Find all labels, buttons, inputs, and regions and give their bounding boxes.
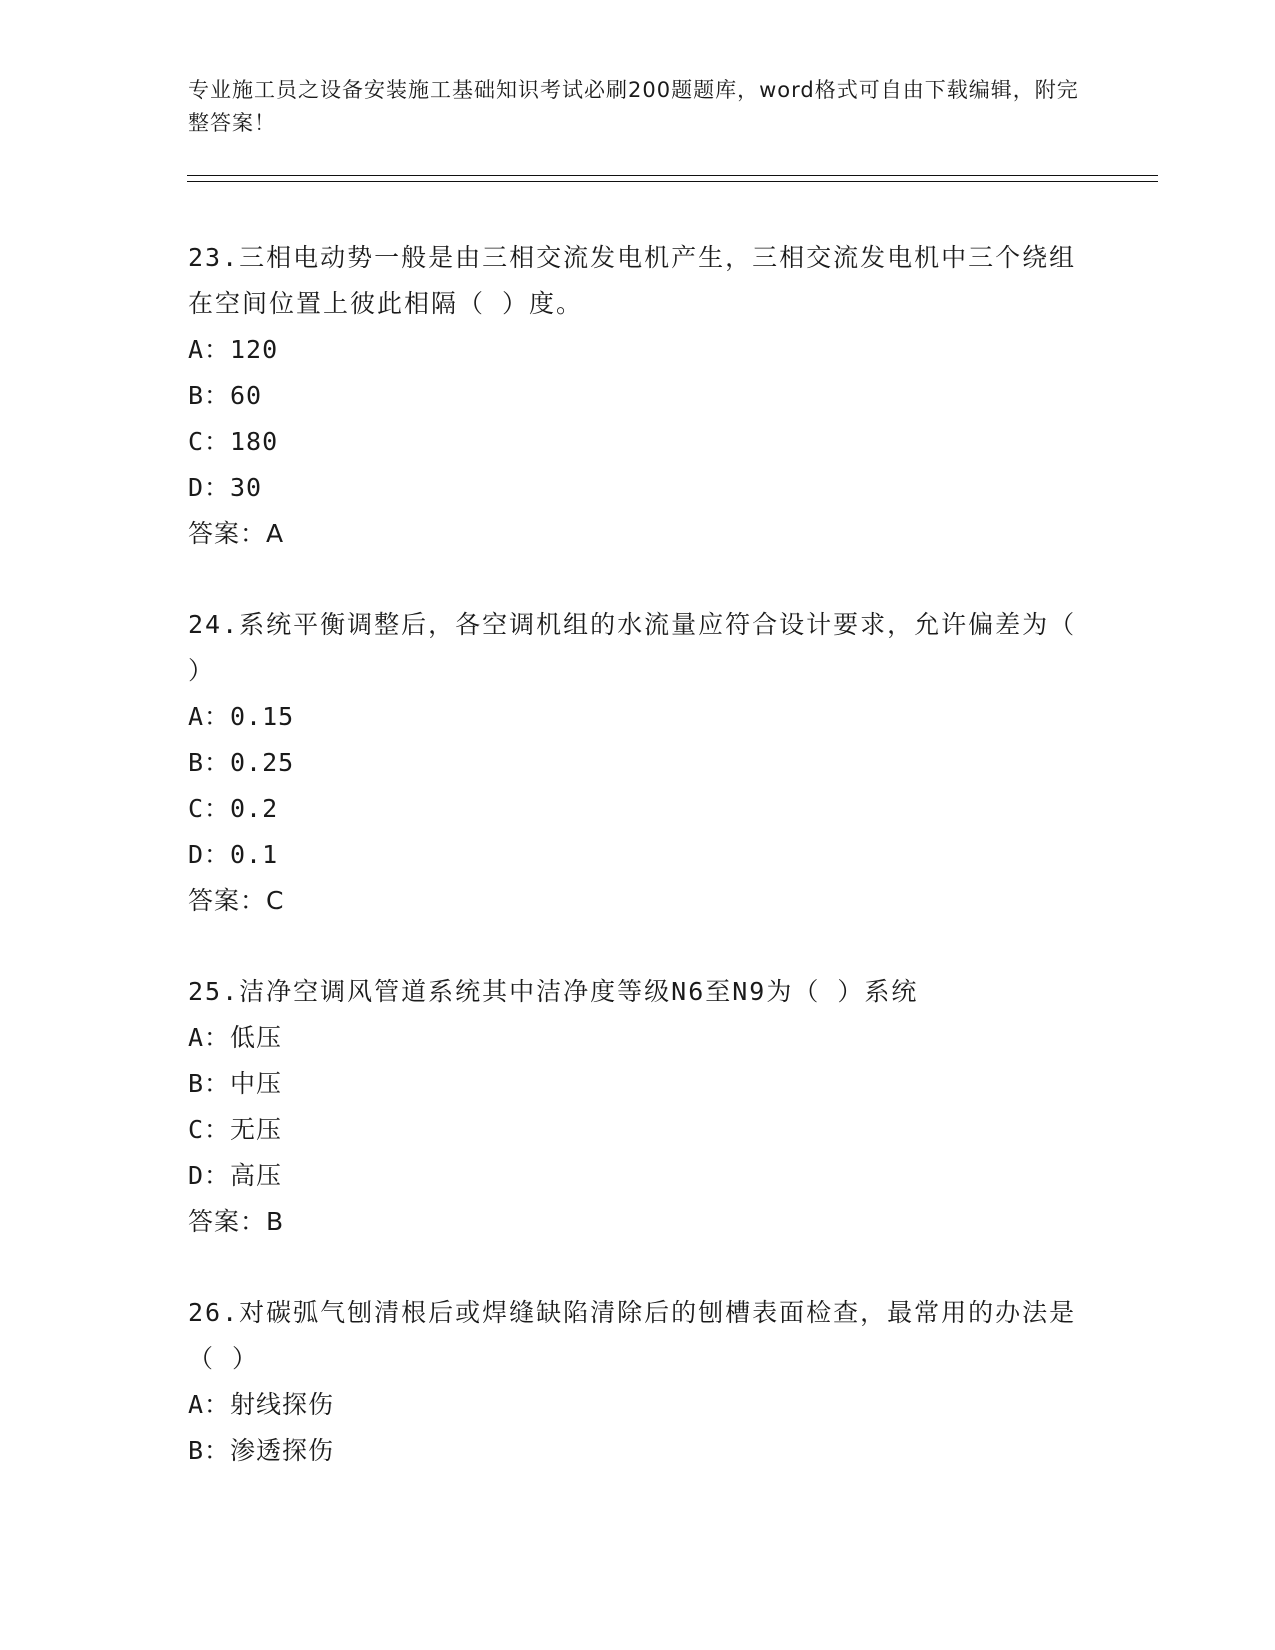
question-text: 26.对碳弧气刨清根后或焊缝缺陷清除后的刨槽表面检查，最常用的办法是（ ）: [188, 1298, 1077, 1373]
option-value: 0.1: [230, 840, 279, 869]
question-text: 25.洁净空调风管道系统其中洁净度等级N6至N9为（ ）系统: [188, 977, 919, 1006]
option-b: [188, 1061, 1088, 1107]
option-value: 0.15: [230, 702, 295, 731]
option-b: [188, 740, 1088, 786]
option-key: A：: [188, 1390, 231, 1419]
option-d: [188, 1153, 1088, 1199]
option-b: [188, 1428, 1088, 1474]
option-key: D：: [188, 1161, 231, 1190]
option-key: B：: [188, 381, 231, 410]
option-d: [188, 465, 1088, 511]
question-23: [188, 235, 1088, 557]
option-a: [188, 1015, 1088, 1061]
option-value: 低压: [230, 1023, 283, 1052]
option-key: C：: [188, 1115, 231, 1144]
option-value: 中压: [230, 1069, 283, 1098]
option-value: 无压: [230, 1115, 283, 1144]
option-key: D：: [188, 840, 231, 869]
option-value: 渗透探伤: [230, 1436, 335, 1465]
question-25: [188, 969, 1088, 1245]
option-key: A：: [188, 702, 231, 731]
option-key: B：: [188, 748, 231, 777]
option-value: 180: [230, 427, 279, 456]
option-b: [188, 373, 1088, 419]
option-a: [188, 1382, 1088, 1428]
question-26: [188, 1290, 1088, 1474]
option-d: [188, 832, 1088, 878]
option-value: 60: [230, 381, 263, 410]
option-value: 射线探伤: [230, 1390, 335, 1419]
question-text: 24.系统平衡调整后，各空调机组的水流量应符合设计要求，允许偏差为（ ）: [188, 610, 1077, 685]
option-key: C：: [188, 794, 231, 823]
option-key: A：: [188, 335, 231, 364]
option-c: [188, 419, 1088, 465]
answer-line: 答案：C: [188, 886, 285, 915]
answer-line: 答案：B: [188, 1207, 285, 1236]
option-key: A：: [188, 1023, 231, 1052]
option-value: 120: [230, 335, 279, 364]
option-key: C：: [188, 427, 231, 456]
document-header: 专业施工员之设备安装施工基础知识考试必刷200题题库，word格式可自由下载编辑，附完整答案！: [188, 78, 1079, 135]
option-key: B：: [188, 1069, 231, 1098]
option-a: [188, 694, 1088, 740]
option-c: [188, 1107, 1088, 1153]
header-rule-bottom: [187, 181, 1158, 182]
question-list: [188, 235, 1088, 1519]
header-rule-top: [187, 175, 1158, 176]
option-value: 高压: [230, 1161, 283, 1190]
answer-line: 答案：A: [188, 519, 285, 548]
question-24: [188, 602, 1088, 924]
option-value: 0.2: [230, 794, 279, 823]
option-key: D：: [188, 473, 231, 502]
option-value: 0.25: [230, 748, 295, 777]
option-value: 30: [230, 473, 263, 502]
option-a: [188, 327, 1088, 373]
option-c: [188, 786, 1088, 832]
option-key: B：: [188, 1436, 231, 1465]
question-text: 23.三相电动势一般是由三相交流发电机产生，三相交流发电机中三个绕组在空间位置上彼此相隔（ ）度。: [188, 243, 1077, 318]
